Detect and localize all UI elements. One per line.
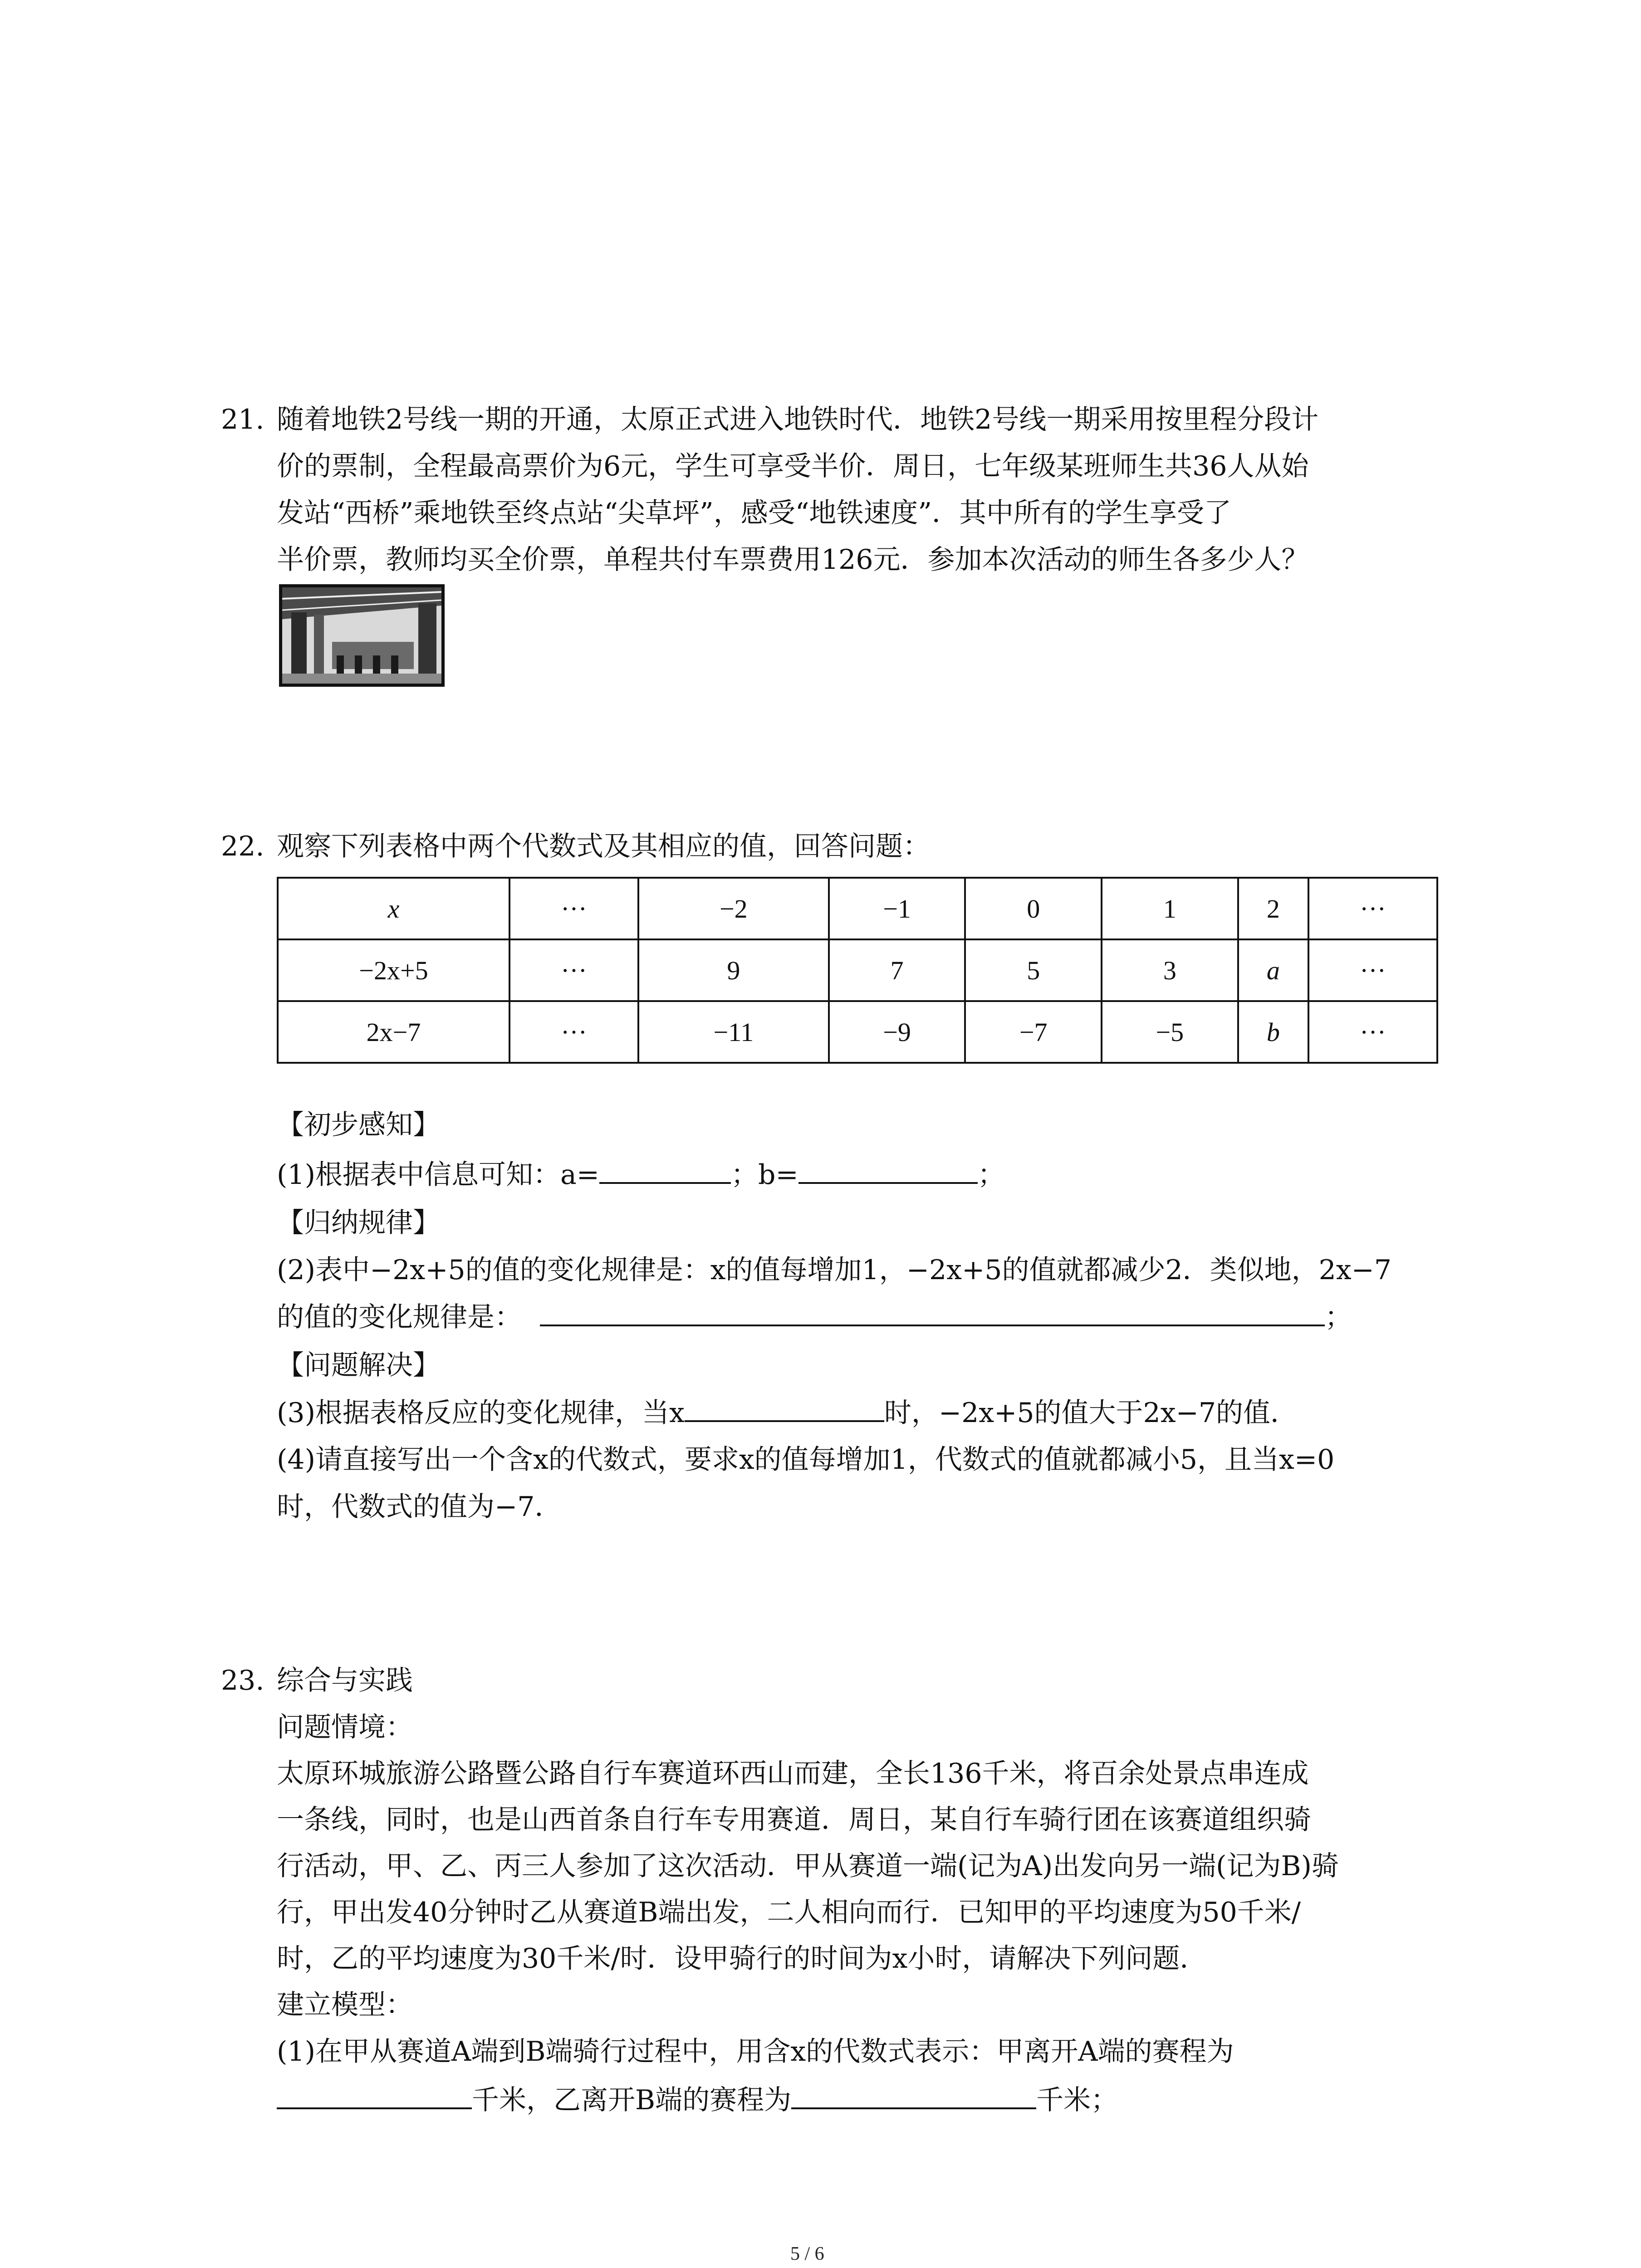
table-row (278, 939, 1437, 1001)
table-cell: ··· (1308, 1001, 1437, 1063)
table-cell: 2x−7 (278, 1001, 509, 1063)
table-cell: a (1238, 939, 1308, 1001)
q23-title: 综合与实践 (277, 1665, 413, 1696)
q22-part-1: (1)根据表中信息可知：a= ；b= ； (277, 1157, 1005, 1193)
q23-section-scenario: 问题情境： (277, 1711, 413, 1743)
rule-answer-blank[interactable] (540, 1299, 1325, 1326)
table-cell: ··· (1308, 878, 1437, 939)
q21-line-4: 半价票，教师均买全价票，单程共付车票费用126元．参加本次活动的师生各多少人？ (277, 544, 1309, 576)
q22-part-4-line-1: (4)请直接写出一个含x的代数式，要求x的值每增加1，代数式的值就都减小5，且当x=0 (277, 1444, 1335, 1476)
q21-line-3: 发站“西桥”乘地铁至终点站“尖草坪”，感受“地铁速度”．其中所有的学生享受了 (277, 497, 1232, 529)
table-cell: 1 (1102, 878, 1238, 939)
table-cell: −5 (1102, 1001, 1238, 1063)
table-row (278, 1001, 1437, 1063)
q21-number: 21. (221, 404, 265, 435)
q23-section-model: 建立模型： (277, 1989, 413, 2021)
q22-number: 22. (221, 831, 265, 862)
distance-b-blank[interactable] (791, 2082, 1036, 2109)
table-cell: 2 (1238, 878, 1308, 939)
q22-part-4-line-2: 时，代数式的值为−7． (277, 1491, 562, 1523)
q23-part-1-line-2: 千米，乙离开B端的赛程为 千米； (277, 2082, 1118, 2118)
table-cell: −11 (638, 1001, 829, 1063)
table-cell: 7 (829, 939, 965, 1001)
q23-line-3: 行活动，甲、乙、丙三人参加了这次活动．甲从赛道一端(记为A)出发向另一端(记为B)骑 (277, 1850, 1339, 1882)
answer-b-blank[interactable] (798, 1157, 978, 1184)
table-cell: ··· (509, 939, 638, 1001)
q23-part-1-line-1: (1)在甲从赛道A端到B端骑行过程中，用含x的代数式表示：甲离开A端的赛程为 (277, 2036, 1234, 2068)
q23-line-4: 行，甲出发40分钟时乙从赛道B端出发，二人相向而行．已知甲的平均速度为50千米/ (277, 1897, 1301, 1928)
q21-line-2: 价的票制，全程最高票价为6元，学生可享受半价．周日，七年级某班师生共36人从始 (277, 450, 1309, 482)
table-cell: 0 (965, 878, 1102, 939)
q22-intro: 观察下列表格中两个代数式及其相应的值，回答问题： (277, 831, 930, 862)
q22-part-2-line-1: (2)表中−2x+5的值的变化规律是：x的值每增加1，−2x+5的值就都减少2．类似地，2x−7 (277, 1254, 1392, 1286)
table-cell: −2x+5 (278, 939, 509, 1001)
table-cell: −2 (638, 878, 829, 939)
answer-a-blank[interactable] (599, 1157, 731, 1184)
q23-line-2: 一条线，同时，也是山西首条自行车专用赛道．周日，某自行车骑行团在该赛道组织骑 (277, 1804, 1311, 1836)
heading-problem-solving: 【问题解决】 (277, 1349, 440, 1381)
q22-part-2-line-2: 的值的变化规律是： ； (277, 1299, 1352, 1335)
table-cell: ··· (509, 1001, 638, 1063)
table-cell: −9 (829, 1001, 965, 1063)
table-cell: ··· (1308, 939, 1437, 1001)
q21-line-1: 随着地铁2号线一期的开通，太原正式进入地铁时代．地铁2号线一期采用按里程分段计 (277, 404, 1319, 435)
table-cell: −1 (829, 878, 965, 939)
heading-initial-perception: 【初步感知】 (277, 1109, 440, 1141)
page-number: 5 / 6 (790, 2244, 824, 2264)
subway-station-photo (279, 584, 445, 687)
q23-line-5: 时，乙的平均速度为30千米/时．设甲骑行的时间为x小时，请解决下列问题． (277, 1943, 1207, 1975)
x-condition-blank[interactable] (685, 1395, 884, 1422)
table-cell: b (1238, 1001, 1308, 1063)
heading-induce-rule: 【归纳规律】 (277, 1207, 440, 1239)
distance-a-blank[interactable] (277, 2082, 472, 2109)
table-cell: x (278, 878, 509, 939)
values-table (277, 877, 1438, 1064)
table-cell: −7 (965, 1001, 1102, 1063)
table-row (278, 878, 1437, 939)
q22-part-3: (3)根据表格反应的变化规律，当x 时，−2x+5的值大于2x−7的值． (277, 1395, 1298, 1431)
table-cell: 5 (965, 939, 1102, 1001)
table-cell: ··· (509, 878, 638, 939)
table-cell: 9 (638, 939, 829, 1001)
table-cell: 3 (1102, 939, 1238, 1001)
q23-number: 23. (221, 1665, 265, 1696)
q23-line-1: 太原环城旅游公路暨公路自行车赛道环西山而建，全长136千米，将百余处景点串连成 (277, 1758, 1309, 1789)
